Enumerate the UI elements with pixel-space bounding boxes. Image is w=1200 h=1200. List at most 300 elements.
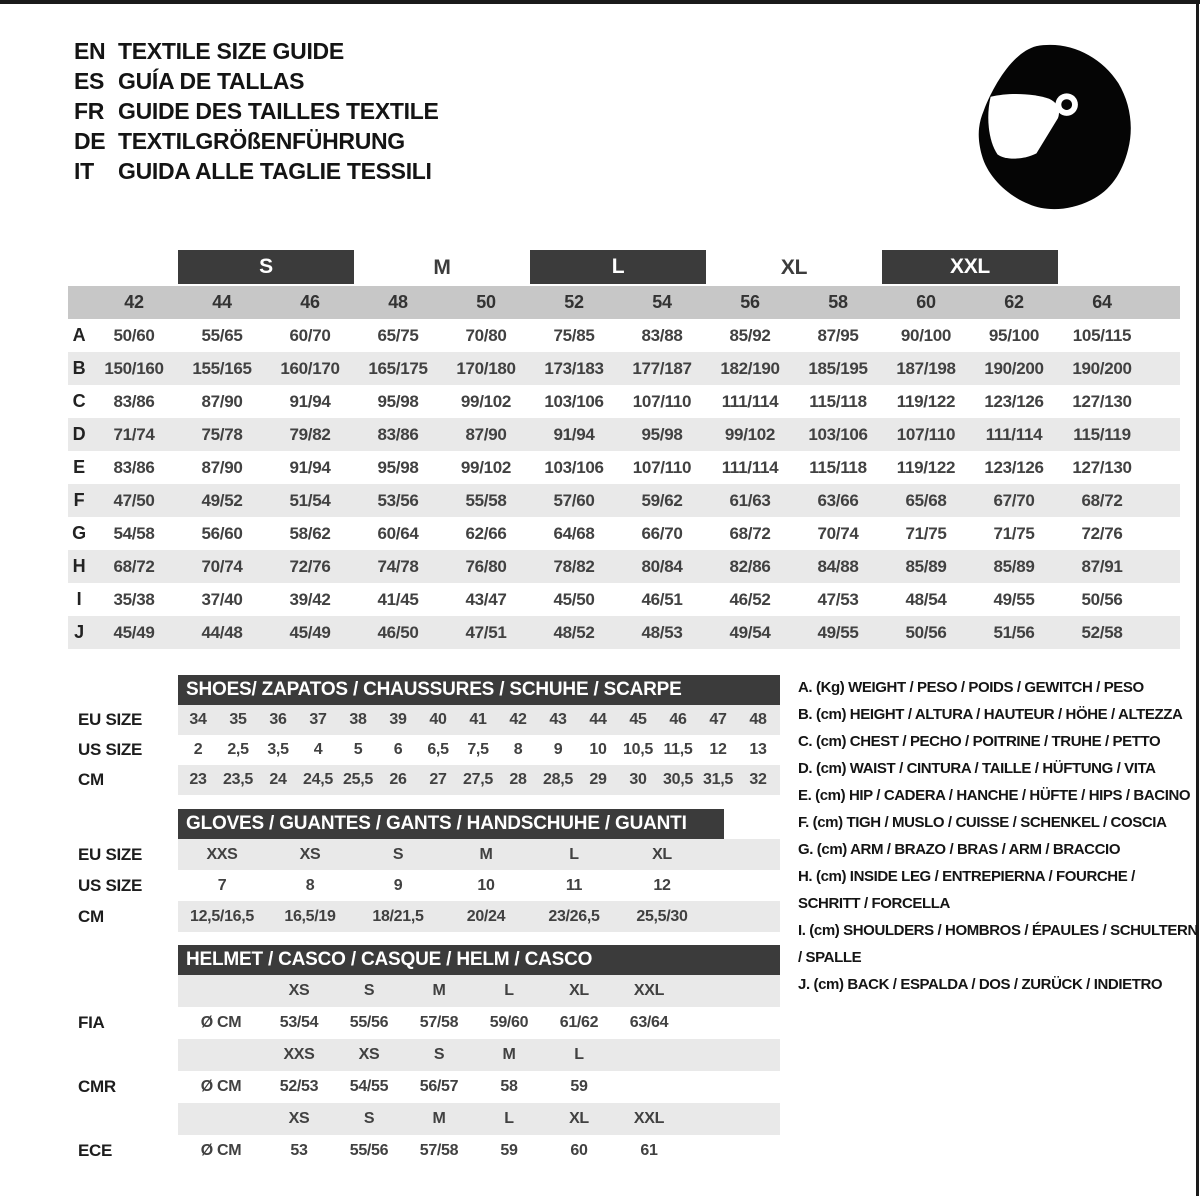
gloves-row-label: CM [78,906,104,926]
gloves-size-table [68,808,780,932]
language-code: DE [74,127,106,154]
shoes-size-cell: 46 [669,711,687,728]
measure-cell: 57/60 [553,490,595,510]
gloves-size-cell: 9 [393,876,403,894]
measure-row-label: E [73,457,85,477]
measure-cell: 46/51 [641,589,683,609]
shoes-size-cell: 30,5 [663,771,693,788]
measure-cell: 75/78 [201,424,243,444]
legend-item: F. (cm) TIGH / MUSLO / CUISSE / SCHENKEL / COSCIA [798,814,1167,831]
measure-cell: 68/72 [729,523,771,543]
measure-cell: 49/55 [993,589,1035,609]
numeric-size-cell: 56 [740,292,760,312]
measure-cell: 127/130 [1072,391,1132,411]
measure-cell: 72/76 [1081,523,1123,543]
gloves-size-cell: XXS [206,845,238,863]
helmet-size-header-cell: L [504,1110,514,1127]
measure-cell: 79/82 [289,424,331,444]
group-spacer [68,250,90,286]
legend-item: B. (cm) HEIGHT / ALTURA / HAUTEUR / HÖHE / ALTEZZA [798,706,1183,723]
helmet-value-cell: 56/57 [419,1078,459,1095]
shoes-size-cell: 37 [309,711,327,728]
gloves-row-label: EU SIZE [78,844,143,864]
gloves-size-cell: 25,5/30 [636,907,688,925]
helmet-size-header-cell: S [363,1110,375,1127]
frame-top-border [0,0,1200,4]
helmet-value-row-ece [68,1135,780,1167]
helmet-size-header-cell: XS [358,1046,380,1063]
shoes-size-cell: 24,5 [303,771,333,788]
shoes-size-cell: 28 [509,771,527,788]
size-group-row [68,250,1180,286]
helmet-size-header-cell: M [432,982,446,999]
shoes-size-cell: 23,5 [223,771,253,788]
measure-cell: 50/56 [905,622,947,642]
shoes-row [68,735,780,765]
measure-cell: 182/190 [720,358,780,378]
measure-cell: 95/98 [641,424,683,444]
measure-cell: 62/66 [465,523,507,543]
helmet-size-header-row [68,975,780,1007]
helmet-size-header-cell: XXS [283,1046,315,1063]
shoes-size-table [68,674,780,795]
gloves-row [68,839,780,870]
textile-size-table [68,250,1180,649]
gloves-size-cell: 12,5/16,5 [189,907,255,925]
measure-cell: 71/75 [905,523,947,543]
measure-cell: 75/85 [553,325,595,345]
measure-cell: 80/84 [641,556,683,576]
measure-cell: 190/200 [1072,358,1132,378]
measure-cell: 50/60 [113,325,155,345]
measure-row-i [68,583,1180,616]
helmet-size-header-cell: S [363,982,375,999]
shoes-size-cell: 4 [313,741,323,758]
measure-cell: 119/122 [896,391,956,411]
size-group-cell-m: M [433,256,451,279]
group-spacer [1058,250,1146,286]
legend-item: A. (Kg) WEIGHT / PESO / POIDS / GEWITCH / PESO [798,679,1144,696]
numeric-size-cell: 60 [916,292,936,312]
helmet-value-cell: 53/54 [279,1014,319,1031]
gloves-title-row [68,808,780,839]
helmet-value-cell: 57/58 [419,1014,459,1031]
measure-cell: 85/89 [993,556,1035,576]
measure-cell: 170/180 [456,358,516,378]
helmet-value-cell: 59/60 [489,1014,529,1031]
measure-cell: 83/86 [113,391,155,411]
gloves-size-cell: M [479,845,493,863]
helmet-standard-label: ECE [78,1141,113,1160]
measure-cell: 173/183 [544,358,604,378]
measure-row-label: B [72,358,86,378]
measure-cell: 61/63 [729,490,771,510]
numeric-size-cell: 50 [476,292,496,312]
shoes-size-cell: 26 [389,771,407,788]
shoes-size-cell: 2 [193,741,203,758]
measure-cell: 46/52 [729,589,771,609]
gloves-size-cell: 11 [565,876,583,894]
gloves-size-cell: 23/26,5 [548,907,600,925]
measure-cell: 68/72 [113,556,155,576]
measure-cell: 91/94 [553,424,595,444]
gloves-size-cell: 16,5/19 [284,907,336,925]
helmet-value-cell: 54/55 [349,1078,389,1095]
shoes-size-cell: 43 [549,711,567,728]
measure-cell: 107/110 [632,457,692,477]
helmet-size-header-cell: S [433,1046,445,1063]
measure-cell: 45/49 [113,622,155,642]
measure-row-b [68,352,1180,385]
gloves-size-cell: S [392,845,404,863]
measure-cell: 127/130 [1072,457,1132,477]
shoes-size-cell: 10 [589,741,607,758]
numeric-size-cell: 62 [1004,292,1024,312]
shoes-size-cell: 7,5 [467,741,489,758]
shoes-size-cell: 6,5 [427,741,449,758]
measure-cell: 49/54 [729,622,771,642]
helmet-title-row [68,944,780,975]
size-group-cell-s: S [178,250,354,284]
shoes-row [68,765,780,795]
helmet-size-header-row [68,1103,780,1135]
measure-row-d [68,418,1180,451]
measure-row-label: A [72,325,86,345]
measure-cell: 44/48 [201,622,243,642]
shoes-size-cell: 30 [629,771,647,788]
shoes-size-cell: 23 [189,771,207,788]
measure-cell: 91/94 [289,457,331,477]
shoes-size-cell: 32 [749,771,767,788]
shoes-size-cell: 39 [389,711,407,728]
legend-item: G. (cm) ARM / BRAZO / BRAS / ARM / BRACCIO [798,841,1121,858]
measure-cell: 87/90 [201,391,243,411]
size-group-cell-l: L [530,250,706,284]
measure-row-label: F [73,490,85,510]
shoes-title-row [68,674,780,705]
measure-row-g [68,517,1180,550]
helmet-size-header-cell: XXL [633,982,665,999]
helmet-diameter-unit: Ø CM [200,1078,242,1095]
measure-cell: 150/160 [104,358,164,378]
measure-cell: 65/68 [905,490,947,510]
shoes-size-cell: 44 [589,711,607,728]
measure-cell: 49/52 [201,490,243,510]
helmet-size-header-cell: M [502,1046,516,1063]
language-code: FR [74,97,105,124]
measure-row-a [68,319,1180,352]
shoes-row-label: US SIZE [78,740,143,759]
measure-cell: 52/58 [1081,622,1123,642]
shoes-size-cell: 24 [269,771,287,788]
numeric-size-cell: 52 [564,292,584,312]
shoes-size-cell: 5 [353,741,363,758]
measure-cell: 45/50 [553,589,595,609]
measure-cell: 155/165 [192,358,252,378]
shoes-size-cell: 35 [229,711,247,728]
measure-cell: 165/175 [368,358,428,378]
language-title-row [74,126,439,156]
shoes-size-cell: 36 [269,711,287,728]
measure-cell: 111/114 [721,391,779,411]
measure-cell: 58/62 [289,523,331,543]
shoes-row-label: EU SIZE [78,710,143,729]
measure-cell: 47/51 [465,622,507,642]
shoes-size-cell: 40 [429,711,447,728]
size-group-cell-xxl: XXL [882,250,1058,284]
helmet-value-cell: 53 [290,1142,308,1159]
measure-cell: 48/52 [553,622,595,642]
measure-row-label: G [72,523,86,543]
measure-cell: 187/198 [896,358,956,378]
measure-cell: 115/119 [1073,424,1131,444]
measure-cell: 85/89 [905,556,947,576]
gloves-size-cell: 12 [653,876,671,894]
measure-cell: 56/60 [201,523,243,543]
helmet-value-cell: 55/56 [349,1014,389,1031]
measure-cell: 60/64 [377,523,419,543]
numeric-size-cell: 54 [652,292,672,312]
shoes-size-cell: 28,5 [543,771,573,788]
helmet-size-header-cell: XS [288,1110,310,1127]
shoes-size-cell: 9 [553,741,563,758]
shoes-size-cell: 34 [189,711,207,728]
measure-cell: 115/118 [809,457,867,477]
measure-cell: 60/70 [289,325,331,345]
helmet-value-cell: 57/58 [419,1142,459,1159]
measure-cell: 47/53 [817,589,859,609]
gloves-size-cell: 7 [217,876,227,894]
measure-cell: 68/72 [1081,490,1123,510]
measure-row-label: D [72,424,86,444]
language-title-row [74,36,439,66]
measure-cell: 185/195 [808,358,868,378]
helmet-size-header-cell: XS [288,982,310,999]
shoes-size-cell: 3,5 [267,741,289,758]
measure-cell: 91/94 [289,391,331,411]
measure-cell: 105/115 [1072,325,1132,345]
numeric-size-cell: 64 [1092,292,1112,312]
measure-cell: 87/90 [201,457,243,477]
helmet-size-header-cell: L [574,1046,584,1063]
measure-cell: 41/45 [377,589,419,609]
numeric-size-cell: 46 [300,292,320,312]
measure-cell: 74/78 [377,556,419,576]
measure-row-h [68,550,1180,583]
shoes-size-cell: 27 [429,771,447,788]
gloves-size-cell: L [569,845,579,863]
measure-cell: 103/106 [544,457,604,477]
helmet-value-cell: 61 [640,1142,658,1159]
shoes-size-cell: 42 [509,711,527,728]
measure-cell: 71/74 [113,424,155,444]
helmet-value-cell: 52/53 [279,1078,319,1095]
gloves-size-cell: XL [652,845,672,863]
language-code: ES [74,67,105,94]
language-title: GUIDE DES TAILLES TEXTILE [118,97,439,124]
helmet-value-cell: 59 [500,1142,518,1159]
measure-cell: 95/98 [377,457,419,477]
gloves-size-cell: 10 [477,876,495,894]
shoes-size-cell: 12 [709,741,727,758]
helmet-value-cell: 60 [570,1142,588,1159]
measure-cell: 190/200 [984,358,1044,378]
language-title-block [74,36,439,186]
helmet-diameter-unit: Ø CM [200,1142,242,1159]
measure-cell: 72/76 [289,556,331,576]
language-title: TEXTILGRÖßENFÜHRUNG [118,127,405,154]
measure-cell: 76/80 [465,556,507,576]
measure-cell: 99/102 [724,424,776,444]
helmet-size-header-row [68,1039,780,1071]
measure-cell: 99/102 [460,457,512,477]
gloves-size-cell: XS [299,845,321,863]
measure-cell: 90/100 [900,325,952,345]
measure-cell: 48/53 [641,622,683,642]
measure-cell: 54/58 [113,523,155,543]
gloves-title-bar: GLOVES / GUANTES / GANTS / HANDSCHUHE / GUANTI [178,809,724,839]
helmet-value-row-fia [68,1007,780,1039]
helmet-standard-label: CMR [78,1077,116,1096]
measure-row-label: C [72,391,86,411]
shoes-size-cell: 25,5 [343,771,373,788]
measure-cell: 111/114 [985,424,1043,444]
measure-cell: 87/90 [465,424,507,444]
measure-cell: 51/56 [993,622,1035,642]
measure-cell: 107/110 [896,424,956,444]
measure-cell: 123/126 [984,391,1044,411]
measure-cell: 46/50 [377,622,419,642]
measure-cell: 123/126 [984,457,1044,477]
measure-cell: 78/82 [553,556,595,576]
shoes-row-label: CM [78,770,104,789]
gloves-row [68,901,780,932]
shoes-size-cell: 8 [513,741,523,758]
helmet-value-cell: 63/64 [629,1014,669,1031]
gloves-row [68,870,780,901]
helmet-value-cell: 55/56 [349,1142,389,1159]
measure-cell: 71/75 [993,523,1035,543]
measure-cell: 50/56 [1081,589,1123,609]
numeric-size-cell: 58 [828,292,848,312]
shoes-size-cell: 31,5 [703,771,733,788]
helmet-size-table [68,944,780,1167]
measure-cell: 55/65 [201,325,243,345]
measure-cell: 67/70 [993,490,1035,510]
language-title-row [74,156,439,186]
measure-cell: 87/95 [817,325,859,345]
measure-cell: 39/42 [289,589,331,609]
measure-cell: 47/50 [113,490,155,510]
helmet-value-cell: 59 [570,1078,588,1095]
language-title: GUÍA DE TALLAS [118,67,305,94]
shoes-size-cell: 41 [469,711,487,728]
shoes-size-cell: 10,5 [623,741,653,758]
helmet-value-cell: 61/62 [559,1014,599,1031]
measure-cell: 84/88 [817,556,859,576]
helmet-title-bar: HELMET / CASCO / CASQUE / HELM / CASCO [178,945,780,975]
helmet-size-header-cell: M [432,1110,446,1127]
measure-cell: 160/170 [280,358,340,378]
numeric-size-cell: 48 [388,292,408,312]
shoes-size-cell: 48 [749,711,767,728]
language-title-row [74,66,439,96]
group-spacer [90,250,178,286]
measure-row-label: J [74,622,84,642]
measure-cell: 48/54 [905,589,947,609]
legend-item: C. (cm) CHEST / PECHO / POITRINE / TRUHE / PETTO [798,733,1161,750]
measure-cell: 85/92 [729,325,771,345]
measure-cell: 64/68 [553,523,595,543]
gloves-row-label: US SIZE [78,875,143,895]
shoes-size-cell: 27,5 [463,771,493,788]
measure-cell: 103/106 [808,424,868,444]
measure-cell: 107/110 [632,391,692,411]
measure-cell: 119/122 [896,457,956,477]
shoes-title-bar: SHOES/ ZAPATOS / CHAUSSURES / SCHUHE / SCARPE [178,675,780,705]
shoes-size-cell: 47 [709,711,727,728]
measure-row-e [68,451,1180,484]
shoes-size-cell: 13 [749,741,767,758]
measure-cell: 51/54 [289,490,331,510]
measure-row-label: I [76,589,82,609]
legend-item: D. (cm) WAIST / CINTURA / TAILLE / HÜFTUNG / VITA [798,760,1156,777]
legend-item: I. (cm) SHOULDERS / HOMBROS / ÉPAULES / SCHULTERN / SPALLE [798,922,1198,966]
measure-cell: 59/62 [641,490,683,510]
shoes-size-cell: 2,5 [227,741,249,758]
helmet-size-header-cell: XL [569,982,589,999]
measure-cell: 63/66 [817,490,859,510]
measure-cell: 37/40 [201,589,243,609]
measure-cell: 65/75 [377,325,419,345]
measure-cell: 70/74 [817,523,859,543]
helmet-standard-label: FIA [78,1013,105,1032]
helmet-value-cell: 58 [500,1078,518,1095]
measure-cell: 49/55 [817,622,859,642]
language-title: GUIDA ALLE TAGLIE TESSILI [118,157,432,184]
measure-cell: 111/114 [721,457,779,477]
measure-cell: 177/187 [632,358,692,378]
shoes-size-cell: 38 [349,711,367,728]
measure-cell: 83/86 [377,424,419,444]
measure-row-f [68,484,1180,517]
measure-cell: 95/98 [377,391,419,411]
numeric-size-row [68,286,1180,319]
measure-cell: 82/86 [729,556,771,576]
legend-item: H. (cm) INSIDE LEG / ENTREPIERNA / FOURCHE / SCHRITT / FORCELLA [798,868,1135,912]
measure-cell: 35/38 [113,589,155,609]
gloves-size-cell: 8 [305,876,315,894]
shoes-size-cell: 29 [589,771,607,788]
numeric-size-cell: 44 [212,292,232,312]
shoes-row [68,705,780,735]
legend-item: J. (cm) BACK / ESPALDA / DOS / ZURÜCK / INDIETRO [798,976,1163,993]
measure-cell: 115/118 [809,391,867,411]
measure-cell: 83/86 [113,457,155,477]
measure-cell: 45/49 [289,622,331,642]
helmet-size-header-cell: XL [569,1110,589,1127]
racing-helmet-icon [976,42,1132,214]
measure-cell: 103/106 [544,391,604,411]
gloves-size-cell: 20/24 [466,907,506,925]
helmet-size-header-cell: L [504,982,514,999]
measure-row-j [68,616,1180,649]
measure-cell: 87/91 [1081,556,1123,576]
language-title: TEXTILE SIZE GUIDE [118,37,344,64]
helmet-value-row-cmr [68,1071,780,1103]
shoes-size-cell: 45 [629,711,647,728]
gloves-size-cell: 18/21,5 [372,907,424,925]
